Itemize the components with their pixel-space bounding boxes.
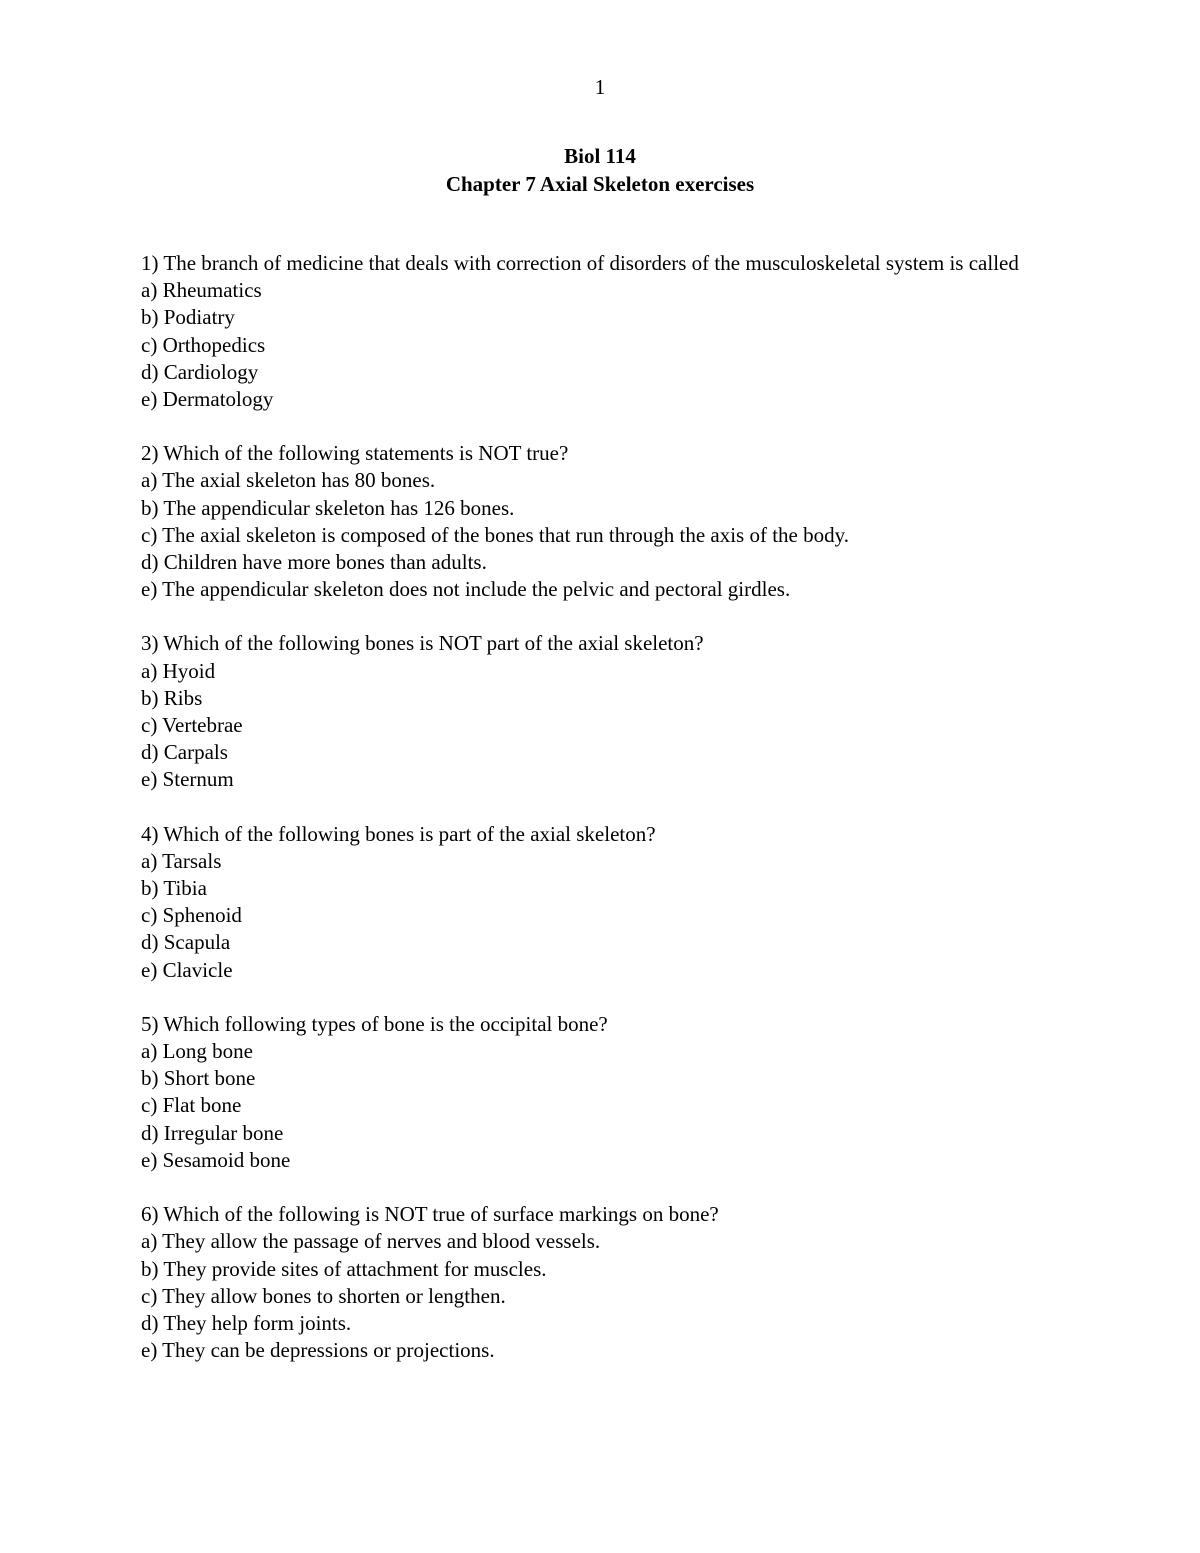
answer-option-c: c) Vertebrae [141,713,243,738]
question-text: 2) Which of the following statements is NOT true? [141,441,569,466]
page-number: 1 [594,75,606,99]
answer-option-e: e) Dermatology [141,387,274,412]
question-4 [141,821,1071,984]
answer-option-b: b) They provide sites of attachment for muscles. [141,1256,547,1281]
answer-option-d: d) They help form joints. [141,1310,352,1335]
answer-option-a: a) Tarsals [141,848,222,873]
question-text: 6) Which of the following is NOT true of surface markings on bone? [141,1202,719,1227]
answer-option-a: a) Hyoid [141,658,216,683]
answer-option-a: a) They allow the passage of nerves and blood vessels. [141,1229,601,1254]
answer-option-c: c) They allow bones to shorten or lengthen. [141,1283,506,1308]
answer-option-b: b) Short bone [141,1066,256,1091]
question-3 [141,630,1071,793]
answer-option-b: b) The appendicular skeleton has 126 bones. [141,495,515,520]
question-5 [141,1011,1071,1174]
chapter-title: Chapter 7 Axial Skeleton exercises [445,172,755,196]
question-list [141,250,1071,1391]
question-1 [141,250,1071,413]
course-title: Biol 114 [564,144,636,168]
answer-option-e: e) Sternum [141,767,234,792]
answer-option-d: d) Carpals [141,740,228,765]
answer-option-d: d) Scapula [141,930,231,955]
question-text: 5) Which following types of bone is the occipital bone? [141,1011,608,1036]
answer-option-c: c) Flat bone [141,1093,242,1118]
answer-option-c: c) Orthopedics [141,332,266,357]
answer-option-a: a) Long bone [141,1039,253,1064]
answer-option-b: b) Tibia [141,876,207,901]
answer-option-c: c) The axial skeleton is composed of the bones that run through the axis of the body. [141,522,850,547]
answer-option-e: e) The appendicular skeleton does not include the pelvic and pectoral girdles. [141,577,791,602]
answer-option-d: d) Cardiology [141,359,259,384]
answer-option-c: c) Sphenoid [141,903,242,928]
answer-option-a: a) Rheumatics [141,278,262,303]
answer-option-d: d) Irregular bone [141,1120,284,1145]
answer-option-e: e) Clavicle [141,957,233,982]
answer-option-b: b) Podiatry [141,305,235,330]
question-text: 3) Which of the following bones is NOT part of the axial skeleton? [141,631,704,656]
document-title [0,142,1200,198]
question-text: 4) Which of the following bones is part of the axial skeleton? [141,821,656,846]
question-6 [141,1201,1071,1364]
answer-option-b: b) Ribs [141,685,203,710]
answer-option-e: e) They can be depressions or projections. [141,1338,495,1363]
answer-option-e: e) Sesamoid bone [141,1147,291,1172]
question-text: 1) The branch of medicine that deals with correction of disorders of the musculoskeletal system is called [141,251,1019,275]
answer-option-a: a) The axial skeleton has 80 bones. [141,468,436,493]
answer-option-d: d) Children have more bones than adults. [141,550,487,575]
question-2 [141,440,1071,603]
